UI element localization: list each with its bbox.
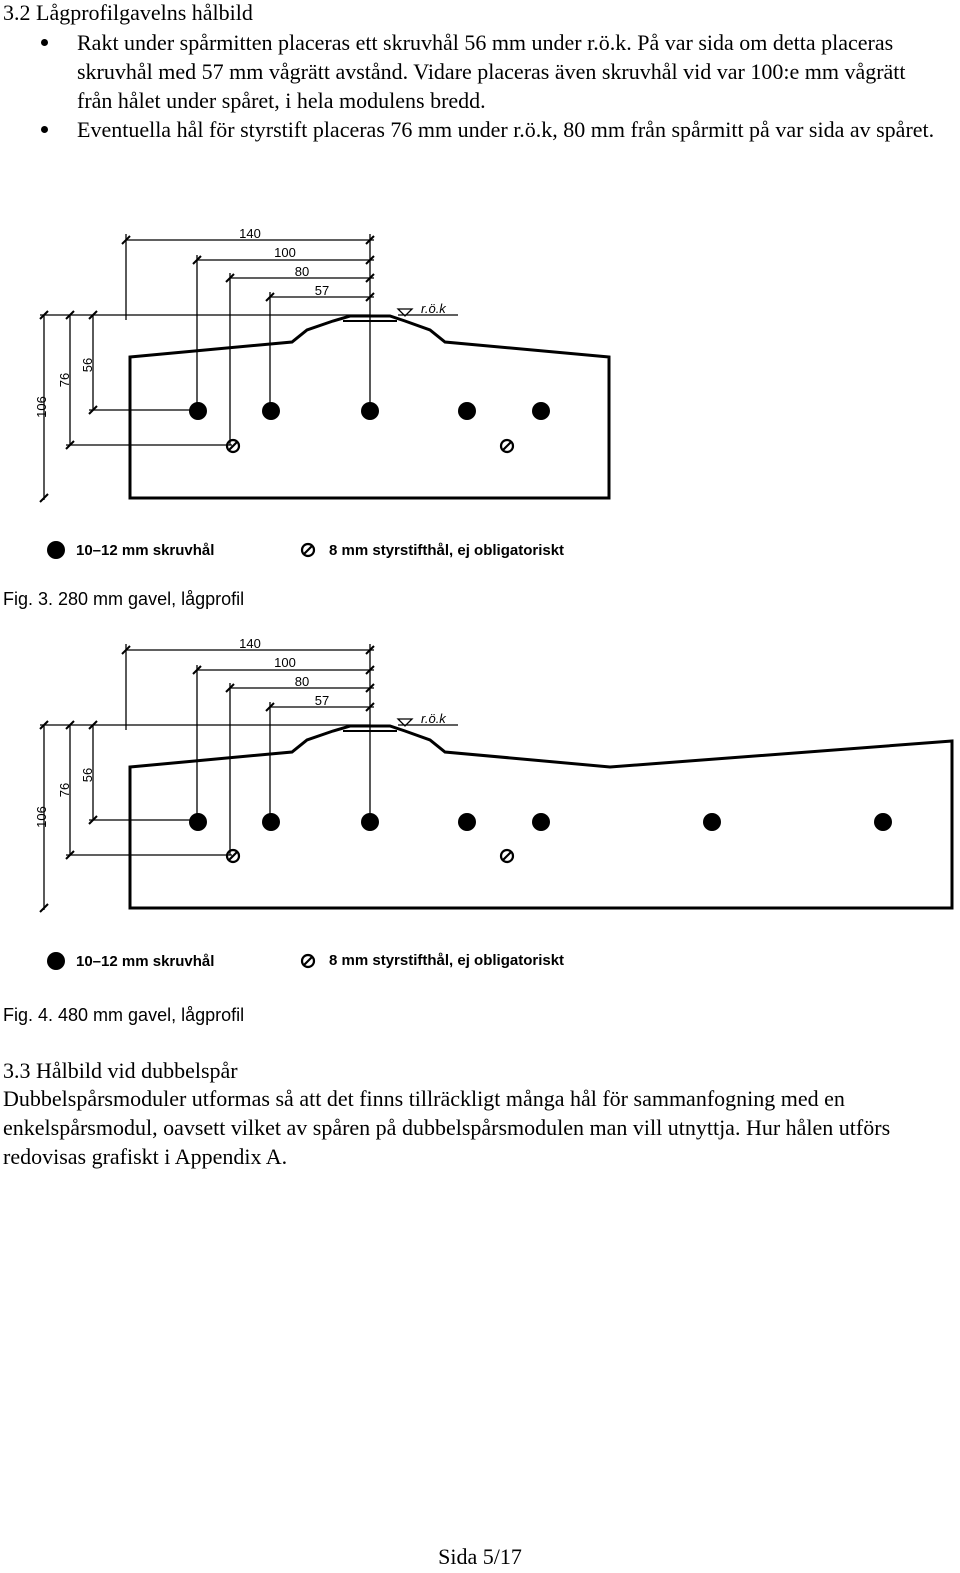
section-title: 3.2 Lågprofilgavelns hålbild — [3, 0, 253, 25]
dim-label-80: 80 — [294, 264, 310, 279]
bullet-text-1: Rakt under spårmitten placeras ett skruvhål 56 mm under r.ö.k. På var sida om detta placeras skruvhål med 57 mm vågrätt avstånd. Vidare placeras även skruvhål vid var 100:e mm vågrätt från hålet under spåret, i hela modulens bredd. — [77, 30, 906, 113]
pin-hole — [227, 440, 239, 452]
screw-hole — [458, 813, 476, 831]
dim-label-140: 140 — [239, 636, 261, 651]
legend-pin-label: 8 mm styrstifthål, ej obligatoriskt — [329, 952, 565, 969]
dim-label-76: 76 — [57, 372, 72, 388]
dim-label-76: 76 — [57, 782, 72, 798]
pin-hole — [501, 440, 513, 452]
pin-hole — [501, 850, 513, 862]
screw-hole — [532, 813, 550, 831]
bullet-item-1 — [0, 28, 960, 115]
screw-hole — [874, 813, 892, 831]
screw-hole — [361, 402, 379, 420]
figure-3-diagram — [0, 220, 960, 570]
dim-label-56: 56 — [80, 767, 95, 783]
screw-hole — [703, 813, 721, 831]
dim-label-140: 140 — [239, 226, 261, 241]
bullet-list — [0, 28, 960, 144]
dim-label-80: 80 — [294, 674, 310, 689]
fig4-caption: Fig. 4. 480 mm gavel, lågprofil — [3, 1005, 245, 1025]
fig3-caption: Fig. 3. 280 mm gavel, lågprofil — [3, 589, 245, 609]
screw-hole-legend-icon — [47, 952, 65, 970]
figure-4-diagram — [0, 630, 960, 980]
screw-hole — [262, 813, 280, 831]
screw-hole — [458, 402, 476, 420]
page-number: Sida 5/17 — [438, 1544, 522, 1569]
dim-label-106: 106 — [34, 396, 49, 418]
legend-screw-label: 10–12 mm skruvhål — [76, 953, 215, 970]
dim-label-56: 56 — [80, 357, 95, 373]
dim-label-57: 57 — [314, 693, 330, 708]
dim-label-100: 100 — [274, 245, 296, 260]
bullet-dot-icon — [41, 126, 48, 133]
rok-label: r.ö.k — [421, 301, 446, 316]
section2-title: 3.3 Hålbild vid dubbelspår — [3, 1058, 238, 1083]
screw-hole — [189, 402, 207, 420]
dim-label-57: 57 — [314, 283, 330, 298]
screw-hole-legend-icon — [47, 541, 65, 559]
screw-hole — [189, 813, 207, 831]
bullet-item-2 — [0, 115, 960, 144]
screw-hole — [262, 402, 280, 420]
rok-label: r.ö.k — [421, 711, 446, 726]
bullet-text-2: Eventuella hål för styrstift placeras 76 mm under r.ö.k, 80 mm från spårmitt på var sida av spåret. — [77, 117, 935, 142]
dim-label-100: 100 — [274, 655, 296, 670]
screw-hole — [361, 813, 379, 831]
bullet-dot-icon — [41, 39, 48, 46]
screw-hole — [532, 402, 550, 420]
dim-label-106: 106 — [34, 806, 49, 828]
pin-hole-legend-icon — [302, 544, 314, 556]
legend-screw-label: 10–12 mm skruvhål — [76, 542, 215, 559]
section2-text: Dubbelspårsmoduler utformas så att det finns tillräckligt många hål för sammanfogning med en enkelspårsmodul, oavsett vilket av spåren på dubbelspårsmodulen man vill utnyttja. Hur hålen utförs redovisas grafiskt i Appendix A. — [3, 1086, 891, 1169]
pin-hole-legend-icon — [302, 955, 314, 967]
pin-hole — [227, 850, 239, 862]
legend-pin-label: 8 mm styrstifthål, ej obligatoriskt — [329, 542, 565, 559]
